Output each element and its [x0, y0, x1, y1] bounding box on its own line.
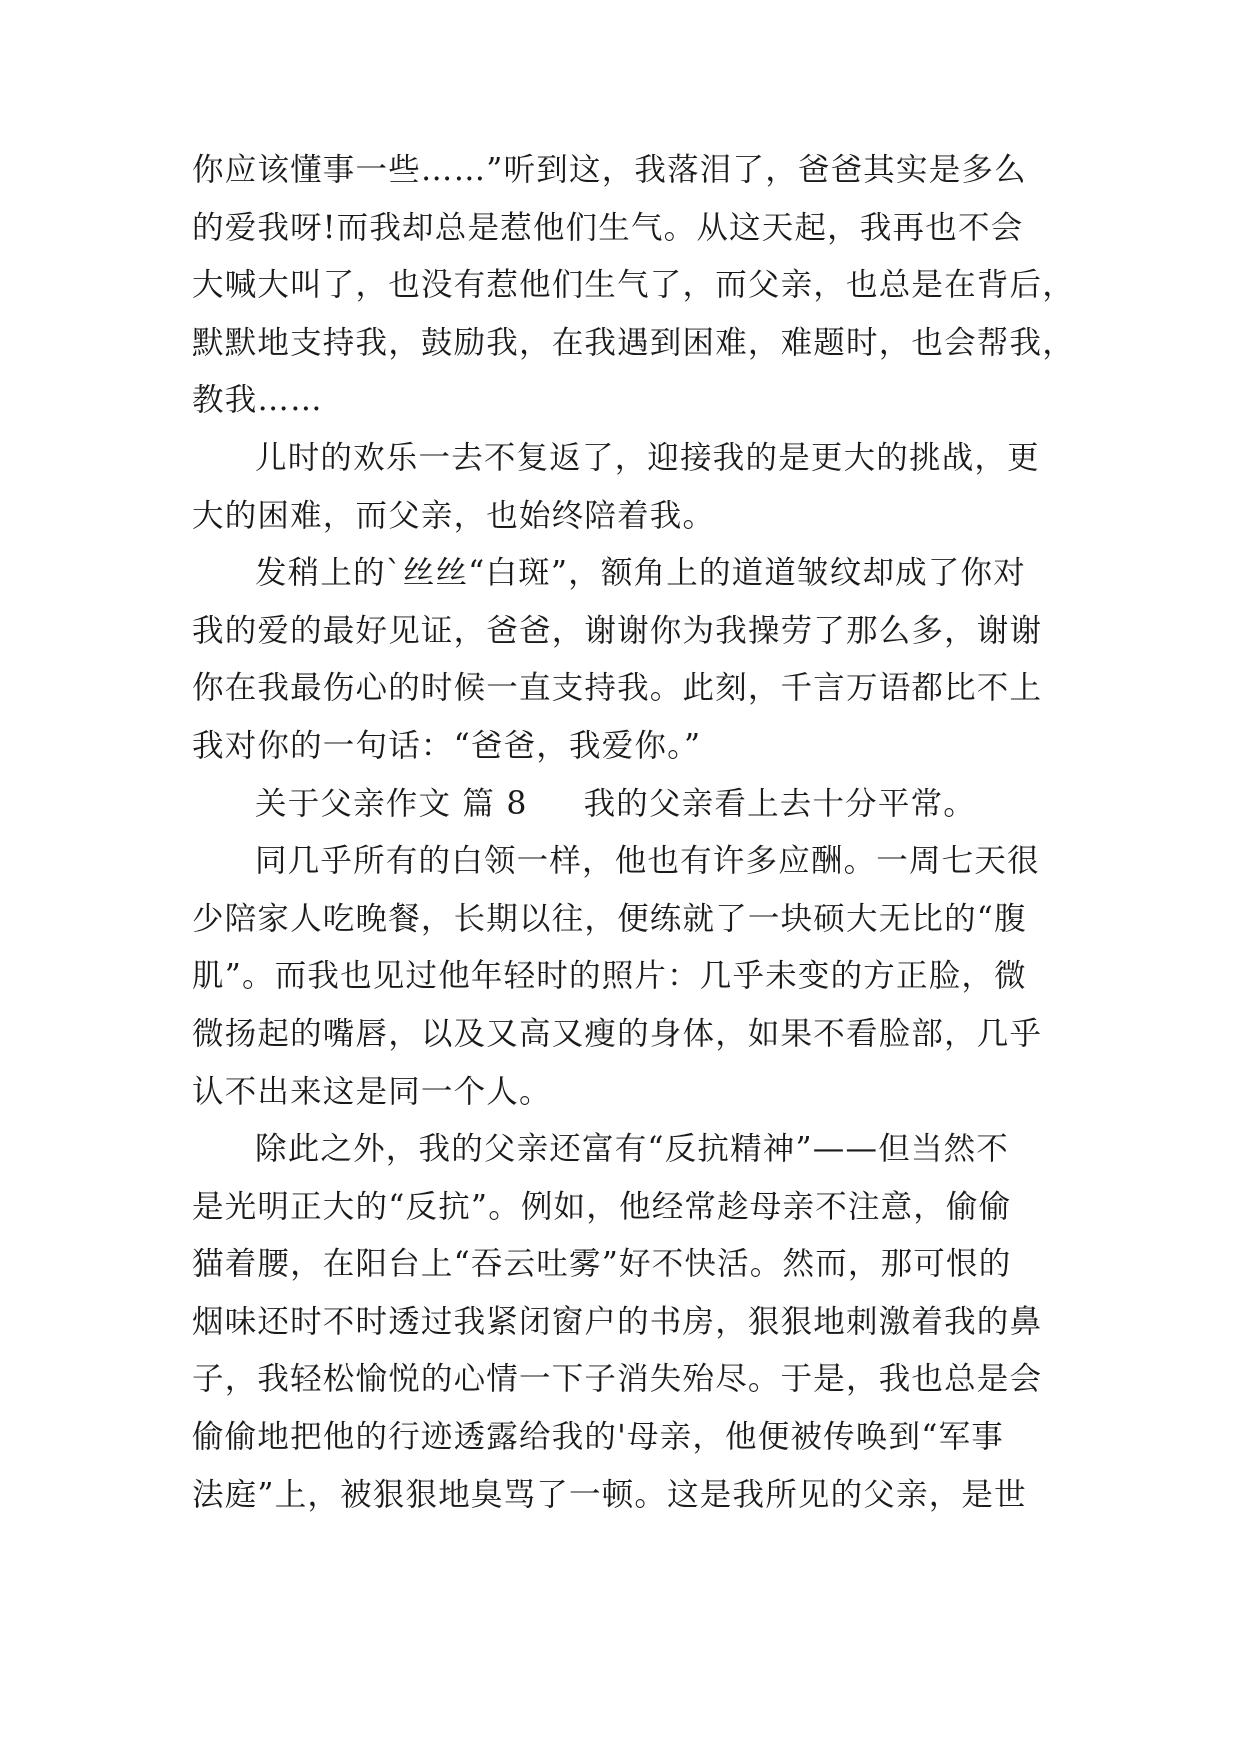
text-line: 默默地支持我，鼓励我，在我遇到困难，难题时，也会帮我，: [192, 324, 1075, 361]
text-line: 你应该懂事一些……”听到这，我落泪了，爸爸其实是多么: [192, 152, 1027, 188]
text-line: 教我……: [192, 382, 323, 419]
text-line: 你在我最伤心的时候一直支持我。此刻，千言万语都比不上: [192, 670, 1043, 707]
paragraph-start-line: 儿时的欢乐一去不复返了，迎接我的是更大的挑战，更: [255, 439, 1040, 476]
text-line: 大的困难，而父亲，也始终陪着我。: [192, 497, 716, 534]
text-line: 大喊大叫了，也没有惹他们生气了，而父亲，也总是在背后，: [192, 267, 1075, 304]
text-line: 法庭”上，被狠狠地臭骂了一顿。这是我所见的父亲，是世: [192, 1476, 1027, 1513]
text-line: 的爱我呀!而我却总是惹他们生气。从这天起，我再也不会: [192, 209, 1024, 246]
section-heading-title: 关于父亲作文 篇 8: [255, 785, 528, 822]
text-line: 是光明正大的“反抗”。例如，他经常趁母亲不注意，偷偷: [192, 1188, 1012, 1225]
section-heading-text: 我的父亲看上去十分平常。: [583, 785, 976, 822]
text-line: 偷偷地把他的行迹透露给我的'母亲，他便被传唤到“军事: [192, 1419, 1004, 1456]
text-line: 我的爱的最好见证，爸爸，谢谢你为我操劳了那么多，谢谢: [192, 612, 1043, 649]
text-line: 微扬起的嘴唇，以及又高又瘦的身体，如果不看脸部，几乎: [192, 1015, 1043, 1052]
essay-body: [192, 142, 1075, 1524]
text-line: 猫着腰，在阳台上“吞云吐雾”好不快活。然而，那可恨的: [192, 1246, 1012, 1283]
paragraph-start-line: 除此之外，我的父亲还富有“反抗精神”——但当然不: [255, 1131, 1010, 1168]
paragraph-start-line: 发稍上的`丝丝“白斑”，额角上的道道皱纹却成了你对: [255, 555, 1026, 592]
text-line: 烟味还时不时透过我紧闭窗户的书房，狠狠地刺激着我的鼻: [192, 1303, 1043, 1340]
text-line: 认不出来这是同一个人。: [192, 1073, 552, 1110]
text-line: 少陪家人吃晚餐，长期以往，便练就了一块硕大无比的“腹: [192, 900, 1027, 937]
section-heading-line: [192, 776, 1054, 834]
text-line: 肌”。而我也见过他年轻时的照片：几乎未变的方正脸，微: [192, 958, 1027, 995]
text-line: 子，我轻松愉悦的心情一下子消失殆尽。于是，我也总是会: [192, 1361, 1043, 1398]
text-line: 我对你的一句话：“爸爸，我爱你。”: [192, 727, 702, 764]
paragraph-start-line: 同几乎所有的白领一样，他也有许多应酬。一周七天很: [255, 843, 1040, 880]
